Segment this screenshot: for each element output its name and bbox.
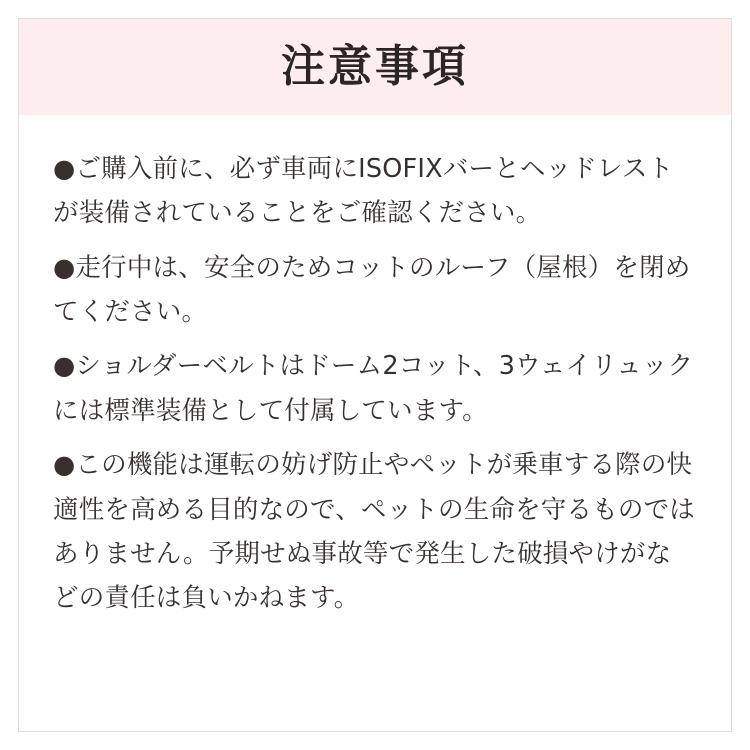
page-title: 注意事項 bbox=[281, 41, 469, 92]
title-band bbox=[19, 19, 731, 115]
list-item: ●走行中は、安全のためコットのルーフ（屋根）を閉めてください。 bbox=[53, 252, 691, 328]
notice-card bbox=[18, 18, 732, 732]
list-item: ●この機能は運転の妨げ防止やペットが乗車する際の快適性を高める目的なので、ペットの生命を守るものではありません。予期せぬ事故等で発生した破損やけがなどの責任は負いかねます。 bbox=[53, 450, 695, 614]
notice-list bbox=[19, 115, 731, 731]
list-item: ●ご購入前に、必ず車両にISOFIXバーとヘッドレストが装備されていることをご確認ください。 bbox=[53, 154, 674, 229]
list-item: ●ショルダーベルトはドーム2コット、3ウェイリュックには標準装備として付属しています。 bbox=[53, 351, 694, 426]
